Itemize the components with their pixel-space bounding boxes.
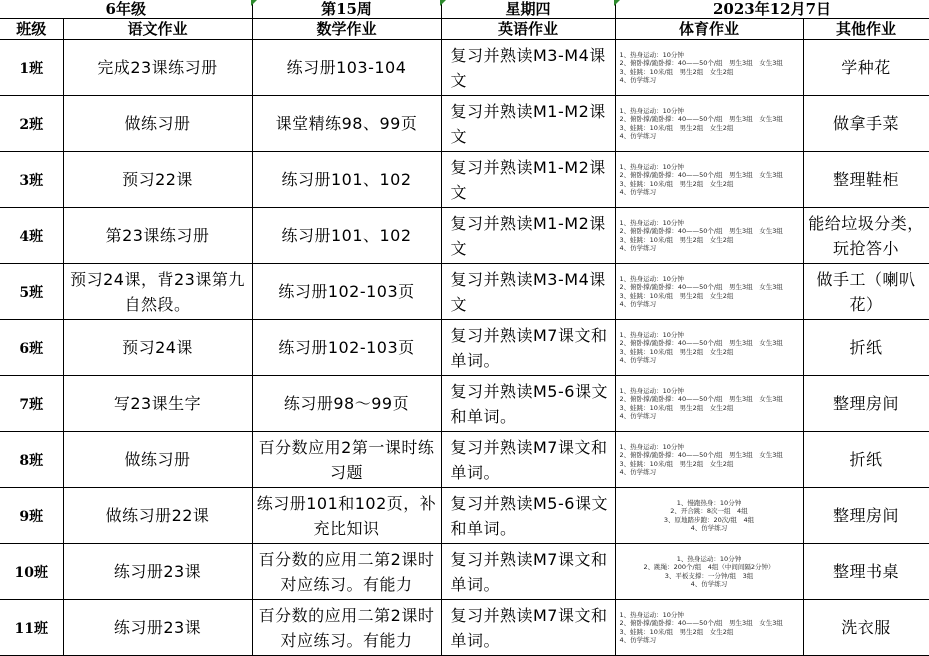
english-cell[interactable] [441,488,615,544]
english-cell[interactable] [441,600,615,656]
english-cell[interactable] [441,96,615,152]
cell-marker-icon [614,0,620,6]
pe-cell[interactable] [615,208,803,264]
header-chinese[interactable]: 语文作业 [63,19,252,40]
math-cell-text: 百分数的应用二第2课时对应练习。有能力 [258,605,435,650]
class-cell[interactable] [0,432,63,488]
week-cell[interactable]: 第15周 [252,0,441,19]
english-cell-text: 复习并熟读M1-M2课文 [450,157,606,202]
pe-line: 4、仿学练习 [690,524,728,532]
other-cell-text: 整理书桌 [832,562,899,581]
chinese-cell[interactable] [63,96,252,152]
class-cell-text: 8班 [19,452,44,469]
other-cell-text: 做拿手菜 [832,114,899,133]
class-cell-text: 11班 [14,620,48,637]
pe-cell[interactable] [615,432,803,488]
chinese-cell[interactable] [63,376,252,432]
chinese-cell-text: 完成23课练习册 [97,58,218,77]
chinese-cell[interactable] [63,432,252,488]
class-cell-text: 3班 [19,172,44,189]
class-cell[interactable] [0,264,63,320]
other-cell-text: 做手工（喇叭花） [816,269,916,314]
other-cell[interactable] [803,320,929,376]
chinese-cell[interactable] [63,320,252,376]
pe-cell[interactable] [615,264,803,320]
english-cell[interactable] [441,320,615,376]
math-cell[interactable] [252,264,441,320]
class-cell-text: 4班 [19,228,44,245]
pe-line: 2、跳绳：200个/组 4组（中间间隔2分钟） [643,563,775,571]
header-english[interactable]: 英语作业 [441,19,615,40]
chinese-cell-text: 做练习册 [124,450,191,469]
header-other[interactable]: 其他作业 [803,19,929,40]
pe-line: 3、蛙跳：10米/组 男生2组 女生2组 [619,67,734,76]
class-cell[interactable] [0,544,63,600]
class-cell-text: 5班 [19,284,44,301]
math-cell[interactable] [252,152,441,208]
english-cell[interactable] [441,152,615,208]
english-cell-text: 复习并熟读M7课文和单词。 [450,437,608,482]
class-cell-text: 7班 [19,396,44,413]
pe-line: 2、开合跳：8次一组 4组 [670,507,748,515]
other-cell[interactable] [803,96,929,152]
pe-line: 3、平板支撑：一分钟/组 3组 [664,571,754,580]
chinese-cell[interactable] [63,264,252,320]
table-row [0,544,929,600]
chinese-cell[interactable] [63,208,252,264]
pe-line: 2、俯卧撑/跪卧撑：40——50个/组 男生3组 女生3组 [619,59,783,67]
math-cell[interactable] [252,320,441,376]
english-cell-text: 复习并熟读M7课文和单词。 [450,605,608,650]
date-cell[interactable]: 2023年12月7日 [615,0,929,19]
cell-marker-icon [251,0,257,6]
english-cell-text: 复习并熟读M7课文和单词。 [450,325,608,370]
other-cell[interactable] [803,432,929,488]
chinese-cell[interactable] [63,544,252,600]
other-cell-text: 折纸 [849,338,883,357]
math-cell-text: 练习册103-104 [286,58,407,77]
class-cell[interactable] [0,600,63,656]
pe-line: 4、仿学练习 [619,300,657,308]
table-row [0,96,929,152]
pe-line: 4、仿学练习 [619,356,657,364]
pe-line: 2、俯卧撑/跪卧撑：40——50个/组 男生3组 女生3组 [619,451,783,459]
chinese-cell[interactable] [63,152,252,208]
weekday-cell[interactable]: 星期四 [441,0,615,19]
table-row [0,320,929,376]
chinese-cell-text: 预习24课，背23课第九自然段。 [70,269,245,314]
math-cell[interactable] [252,40,441,96]
math-cell[interactable] [252,432,441,488]
pe-line: 3、蛙跳：10米/组 男生2组 女生2组 [619,179,734,188]
english-cell[interactable] [441,264,615,320]
english-cell-text: 复习并熟读M7课文和单词。 [450,549,608,594]
chinese-cell-text: 做练习册 [124,114,191,133]
pe-line: 4、仿学练习 [619,468,657,476]
class-cell[interactable] [0,40,63,96]
pe-line: 4、仿学练习 [619,412,657,420]
chinese-cell[interactable] [63,488,252,544]
math-cell-text: 练习册98～99页 [283,394,410,413]
table-row [0,432,929,488]
other-cell[interactable] [803,152,929,208]
other-cell[interactable] [803,376,929,432]
header-row [0,19,929,40]
other-cell[interactable] [803,208,929,264]
pe-line: 1、热身运动：10分钟 [619,50,684,59]
pe-line: 4、仿学练习 [619,636,657,644]
header-class[interactable]: 班级 [0,19,63,40]
other-cell-text: 整理房间 [832,394,899,413]
pe-line: 3、蛙跳：10米/组 男生2组 女生2组 [619,627,734,636]
pe-line: 1、热身运动：10分钟 [619,218,684,227]
class-cell[interactable] [0,208,63,264]
math-cell-text: 百分数的应用二第2课时对应练习。有能力 [258,549,435,594]
math-cell-text: 练习册101、102 [281,170,412,189]
pe-line: 1、热身运动：10分钟 [619,106,684,115]
pe-line: 2、俯卧撑/跪卧撑：40——50个/组 男生3组 女生3组 [619,171,783,179]
pe-line: 4、仿学练习 [690,580,728,588]
pe-line: 2、俯卧撑/跪卧撑：40——50个/组 男生3组 女生3组 [619,115,783,123]
table-row [0,488,929,544]
table-row [0,40,929,96]
english-cell[interactable] [441,376,615,432]
class-cell[interactable] [0,96,63,152]
pe-line: 1、热身运动：10分钟 [676,554,742,563]
class-cell-text: 9班 [19,508,44,525]
pe-line: 2、俯卧撑/跪卧撑：40——50个/组 男生3组 女生3组 [619,395,783,403]
chinese-cell-text: 做练习册22课 [105,506,210,525]
english-cell-text: 复习并熟读M5-6课文和单词。 [450,493,608,538]
table-row [0,208,929,264]
class-cell-text: 1班 [19,60,44,77]
chinese-cell-text: 预习22课 [122,170,193,189]
other-cell-text: 洗衣服 [841,618,891,637]
pe-line: 1、热身运动：10分钟 [619,274,684,283]
table-row [0,264,929,320]
pe-line: 1、慢跑热身：10分钟 [676,498,742,507]
class-cell-text: 2班 [19,116,44,133]
math-cell-text: 课堂精练98、99页 [275,114,418,133]
other-cell-text: 能给垃圾分类，玩抢答小 [808,213,924,258]
pe-line: 3、蛙跳：10米/组 男生2组 女生2组 [619,403,734,412]
pe-line: 3、蛙跳：10米/组 男生2组 女生2组 [619,123,734,132]
pe-line: 3、蛙跳：10米/组 男生2组 女生2组 [619,347,734,356]
table-body [0,40,929,656]
pe-line: 4、仿学练习 [619,188,657,196]
other-cell-text: 整理房间 [832,506,899,525]
math-cell[interactable] [252,544,441,600]
pe-line: 3、蛙跳：10米/组 男生2组 女生2组 [619,235,734,244]
english-cell[interactable] [441,40,615,96]
english-cell-text: 复习并熟读M1-M2课文 [450,213,606,258]
pe-cell[interactable] [615,96,803,152]
cell-marker-icon [440,0,446,6]
other-cell[interactable] [803,600,929,656]
other-cell[interactable] [803,544,929,600]
pe-line: 3、蛙跳：10米/组 男生2组 女生2组 [619,291,734,300]
table-row [0,152,929,208]
chinese-cell-text: 练习册23课 [113,562,202,581]
pe-line: 2、俯卧撑/跪卧撑：40——50个/组 男生3组 女生3组 [619,227,783,235]
class-cell-text: 10班 [14,564,48,581]
pe-cell[interactable] [615,376,803,432]
pe-line: 3、原地踏步跑：20次/组 4组 [663,515,755,524]
pe-line: 2、俯卧撑/跪卧撑：40——50个/组 男生3组 女生3组 [619,283,783,291]
math-cell[interactable] [252,96,441,152]
english-cell[interactable] [441,544,615,600]
class-cell[interactable] [0,152,63,208]
header-math[interactable]: 数学作业 [252,19,441,40]
other-cell-text: 整理鞋柜 [832,170,899,189]
other-cell[interactable] [803,40,929,96]
other-cell[interactable] [803,488,929,544]
chinese-cell-text: 练习册23课 [113,618,202,637]
pe-line: 1、热身运动：10分钟 [619,386,684,395]
math-cell[interactable] [252,208,441,264]
english-cell-text: 复习并熟读M3-M4课文 [450,269,606,314]
pe-cell[interactable] [615,40,803,96]
pe-cell[interactable] [615,600,803,656]
chinese-cell-text: 写23课生字 [113,394,202,413]
pe-cell[interactable] [615,488,803,544]
math-cell-text: 练习册101和102页，补充比知识 [256,493,437,538]
chinese-cell-text: 预习24课 [122,338,193,357]
pe-line: 4、仿学练习 [619,76,657,84]
english-cell-text: 复习并熟读M1-M2课文 [450,101,606,146]
chinese-cell[interactable] [63,600,252,656]
math-cell[interactable] [252,376,441,432]
class-cell[interactable] [0,376,63,432]
math-cell-text: 练习册102-103页 [278,338,415,357]
grade-cell[interactable]: 6年级 [0,0,252,19]
pe-line: 3、蛙跳：10米/组 男生2组 女生2组 [619,459,734,468]
pe-line: 4、仿学练习 [619,244,657,252]
table-row [0,600,929,656]
pe-cell[interactable] [615,544,803,600]
english-cell[interactable] [441,432,615,488]
pe-cell[interactable] [615,152,803,208]
class-cell[interactable] [0,488,63,544]
pe-line: 1、热身运动：10分钟 [619,442,684,451]
math-cell-text: 练习册102-103页 [278,282,415,301]
pe-line: 1、热身运动：10分钟 [619,162,684,171]
other-cell-text: 学种花 [841,58,891,77]
pe-line: 1、热身运动：10分钟 [619,610,684,619]
pe-line: 1、热身运动：10分钟 [619,330,684,339]
math-cell-text: 百分数应用2第一课时练习题 [258,437,435,482]
pe-line: 4、仿学练习 [619,132,657,140]
table-row [0,376,929,432]
header-pe[interactable]: 体育作业 [615,19,803,40]
english-cell[interactable] [441,208,615,264]
title-row [0,0,929,19]
math-cell[interactable] [252,600,441,656]
pe-line: 2、俯卧撑/跪卧撑：40——50个/组 男生3组 女生3组 [619,339,783,347]
other-cell[interactable] [803,264,929,320]
english-cell-text: 复习并熟读M3-M4课文 [450,45,606,90]
pe-line: 2、俯卧撑/跪卧撑：40——50个/组 男生3组 女生3组 [619,619,783,627]
math-cell[interactable] [252,488,441,544]
chinese-cell-text: 第23课练习册 [105,226,210,245]
other-cell-text: 折纸 [849,450,883,469]
math-cell-text: 练习册101、102 [281,226,412,245]
chinese-cell[interactable] [63,40,252,96]
class-cell[interactable] [0,320,63,376]
english-cell-text: 复习并熟读M5-6课文和单词。 [450,381,608,426]
class-cell-text: 6班 [19,340,44,357]
pe-cell[interactable] [615,320,803,376]
